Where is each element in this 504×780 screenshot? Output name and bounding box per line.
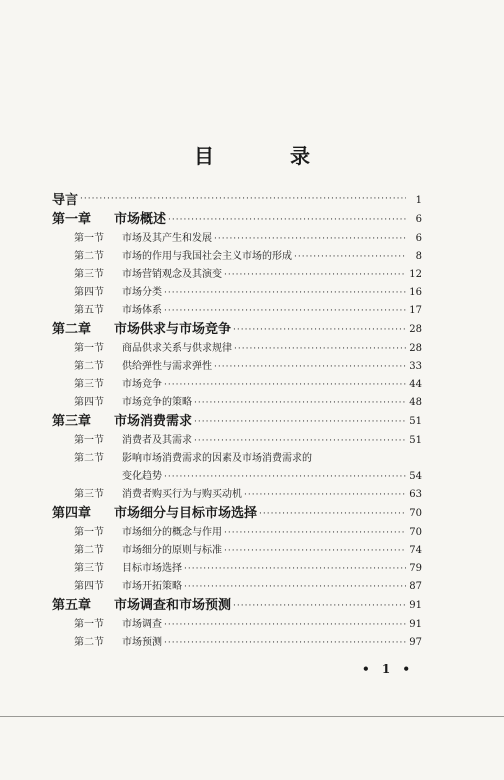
section-title: 市场分类 (122, 287, 162, 298)
section-title: 市场竞争 (122, 379, 162, 390)
dot-leader (168, 210, 406, 230)
section-number: 第一节 (74, 527, 104, 538)
toc-section-entry (52, 302, 422, 320)
section-title: 市场开拓策略 (122, 581, 182, 592)
section-number: 第三节 (74, 563, 104, 574)
section-title: 消费者及其需求 (122, 435, 192, 446)
section-page: 6 (415, 233, 422, 244)
dot-leader (184, 560, 406, 578)
toc-section-entry (52, 634, 422, 652)
chapter-number: 第五章 (52, 598, 92, 613)
chapter-page: 51 (409, 416, 422, 427)
dot-leader (294, 248, 406, 266)
page-title: 目 录 (194, 144, 338, 168)
section-page: 91 (409, 619, 422, 630)
section-title: 市场及其产生和发展 (122, 233, 212, 244)
toc-section-entry (52, 248, 422, 266)
toc-section-entry (52, 284, 422, 302)
dot-leader (234, 340, 406, 358)
toc-section-entry (52, 432, 422, 450)
chapter-title: 市场消费需求 (114, 414, 193, 429)
chapter-title: 市场概述 (114, 212, 167, 227)
section-number: 第二节 (74, 453, 104, 464)
section-number: 第一节 (74, 435, 104, 446)
section-page: 79 (409, 563, 422, 574)
section-number: 第二节 (74, 251, 104, 262)
chapter-page: 6 (415, 214, 422, 225)
section-title: 市场体系 (122, 305, 162, 316)
toc-chapter-entry (52, 596, 422, 616)
section-number: 第二节 (74, 545, 104, 556)
section-page: 12 (409, 269, 422, 280)
dot-leader (164, 284, 406, 302)
section-number: 第三节 (74, 269, 104, 280)
chapter-number: 第二章 (52, 322, 92, 337)
chapter-number: 第一章 (52, 212, 92, 227)
dot-leader (214, 358, 406, 376)
toc-chapter-entry (52, 504, 422, 524)
section-page: 63 (409, 489, 422, 500)
chapter-title: 市场细分与目标市场选择 (114, 506, 258, 521)
section-title: 市场预测 (122, 637, 162, 648)
section-number: 第一节 (74, 233, 104, 244)
dot-leader (244, 486, 406, 504)
section-title: 市场调查 (122, 619, 162, 630)
section-title: 供给弹性与需求弹性 (122, 361, 212, 372)
page-bottom-edge (0, 716, 504, 717)
chapter-page: 28 (409, 324, 422, 335)
section-page: 51 (409, 435, 422, 446)
toc-chapter-entry (52, 412, 422, 432)
toc-section-entry (52, 394, 422, 412)
section-page: 16 (409, 287, 422, 298)
section-title: 市场的作用与我国社会主义市场的形成 (122, 251, 292, 262)
toc-section-entry (52, 560, 422, 578)
section-page: 33 (409, 361, 422, 372)
dot-leader (194, 394, 406, 412)
section-page: 44 (409, 379, 422, 390)
toc-section-entry (52, 266, 422, 284)
dot-leader (164, 634, 406, 652)
dot-leader (224, 266, 406, 284)
section-page: 70 (409, 527, 422, 538)
dot-leader (164, 616, 406, 634)
toc-section-entry (52, 450, 422, 468)
dot-leader (224, 542, 406, 560)
toc-section-continuation (52, 468, 422, 486)
toc-intro-entry (52, 190, 422, 210)
page-number: • 1 • (362, 662, 415, 676)
toc-section-entry (52, 376, 422, 394)
dot-leader (80, 190, 406, 210)
toc-intro-label: 导言 (52, 193, 79, 208)
section-number: 第五节 (74, 305, 104, 316)
section-title: 商品供求关系与供求规律 (122, 343, 232, 354)
section-number: 第三节 (74, 489, 104, 500)
dot-leader (233, 320, 406, 340)
section-page: 54 (409, 471, 422, 482)
section-number: 第一节 (74, 619, 104, 630)
toc-section-entry (52, 340, 422, 358)
section-page: 17 (409, 305, 422, 316)
dot-leader (194, 432, 406, 450)
section-number: 第四节 (74, 581, 104, 592)
toc-section-entry (52, 486, 422, 504)
dot-leader (194, 412, 406, 432)
toc-section-entry (52, 230, 422, 248)
dot-leader (164, 302, 406, 320)
dot-leader (164, 376, 406, 394)
section-title: 市场竞争的策略 (122, 397, 192, 408)
dot-leader (233, 596, 406, 616)
toc-section-entry (52, 616, 422, 634)
section-number: 第一节 (74, 343, 104, 354)
toc-chapter-entry (52, 210, 422, 230)
chapter-page: 91 (409, 600, 422, 611)
section-page: 97 (409, 637, 422, 648)
section-title: 目标市场选择 (122, 563, 182, 574)
section-page: 74 (409, 545, 422, 556)
toc-section-entry (52, 524, 422, 542)
section-title-continuation: 变化趋势 (122, 471, 162, 482)
toc-section-entry (52, 542, 422, 560)
section-title: 消费者购买行为与购买动机 (122, 489, 242, 500)
dot-leader (224, 524, 406, 542)
dot-leader (259, 504, 406, 524)
section-number: 第四节 (74, 397, 104, 408)
dot-leader (214, 230, 406, 248)
toc-intro-page: 1 (415, 195, 422, 206)
section-page: 87 (409, 581, 422, 592)
section-number: 第二节 (74, 361, 104, 372)
table-of-contents (52, 190, 422, 652)
section-title: 影响市场消费需求的因素及市场消费需求的 (122, 453, 312, 464)
section-page: 48 (409, 397, 422, 408)
section-number: 第三节 (74, 379, 104, 390)
section-number: 第二节 (74, 637, 104, 648)
section-title: 市场细分的概念与作用 (122, 527, 222, 538)
dot-leader (184, 578, 406, 596)
toc-section-entry (52, 358, 422, 376)
chapter-title: 市场供求与市场竞争 (114, 322, 232, 337)
toc-section-entry (52, 578, 422, 596)
toc-chapter-entry (52, 320, 422, 340)
chapter-number: 第四章 (52, 506, 92, 521)
chapter-page: 70 (409, 508, 422, 519)
section-title: 市场营销观念及其演变 (122, 269, 222, 280)
chapter-number: 第三章 (52, 414, 92, 429)
section-number: 第四节 (74, 287, 104, 298)
section-title: 市场细分的原则与标准 (122, 545, 222, 556)
section-page: 28 (409, 343, 422, 354)
dot-leader (164, 468, 406, 486)
chapter-title: 市场调查和市场预测 (114, 598, 232, 613)
section-page: 8 (415, 251, 422, 262)
